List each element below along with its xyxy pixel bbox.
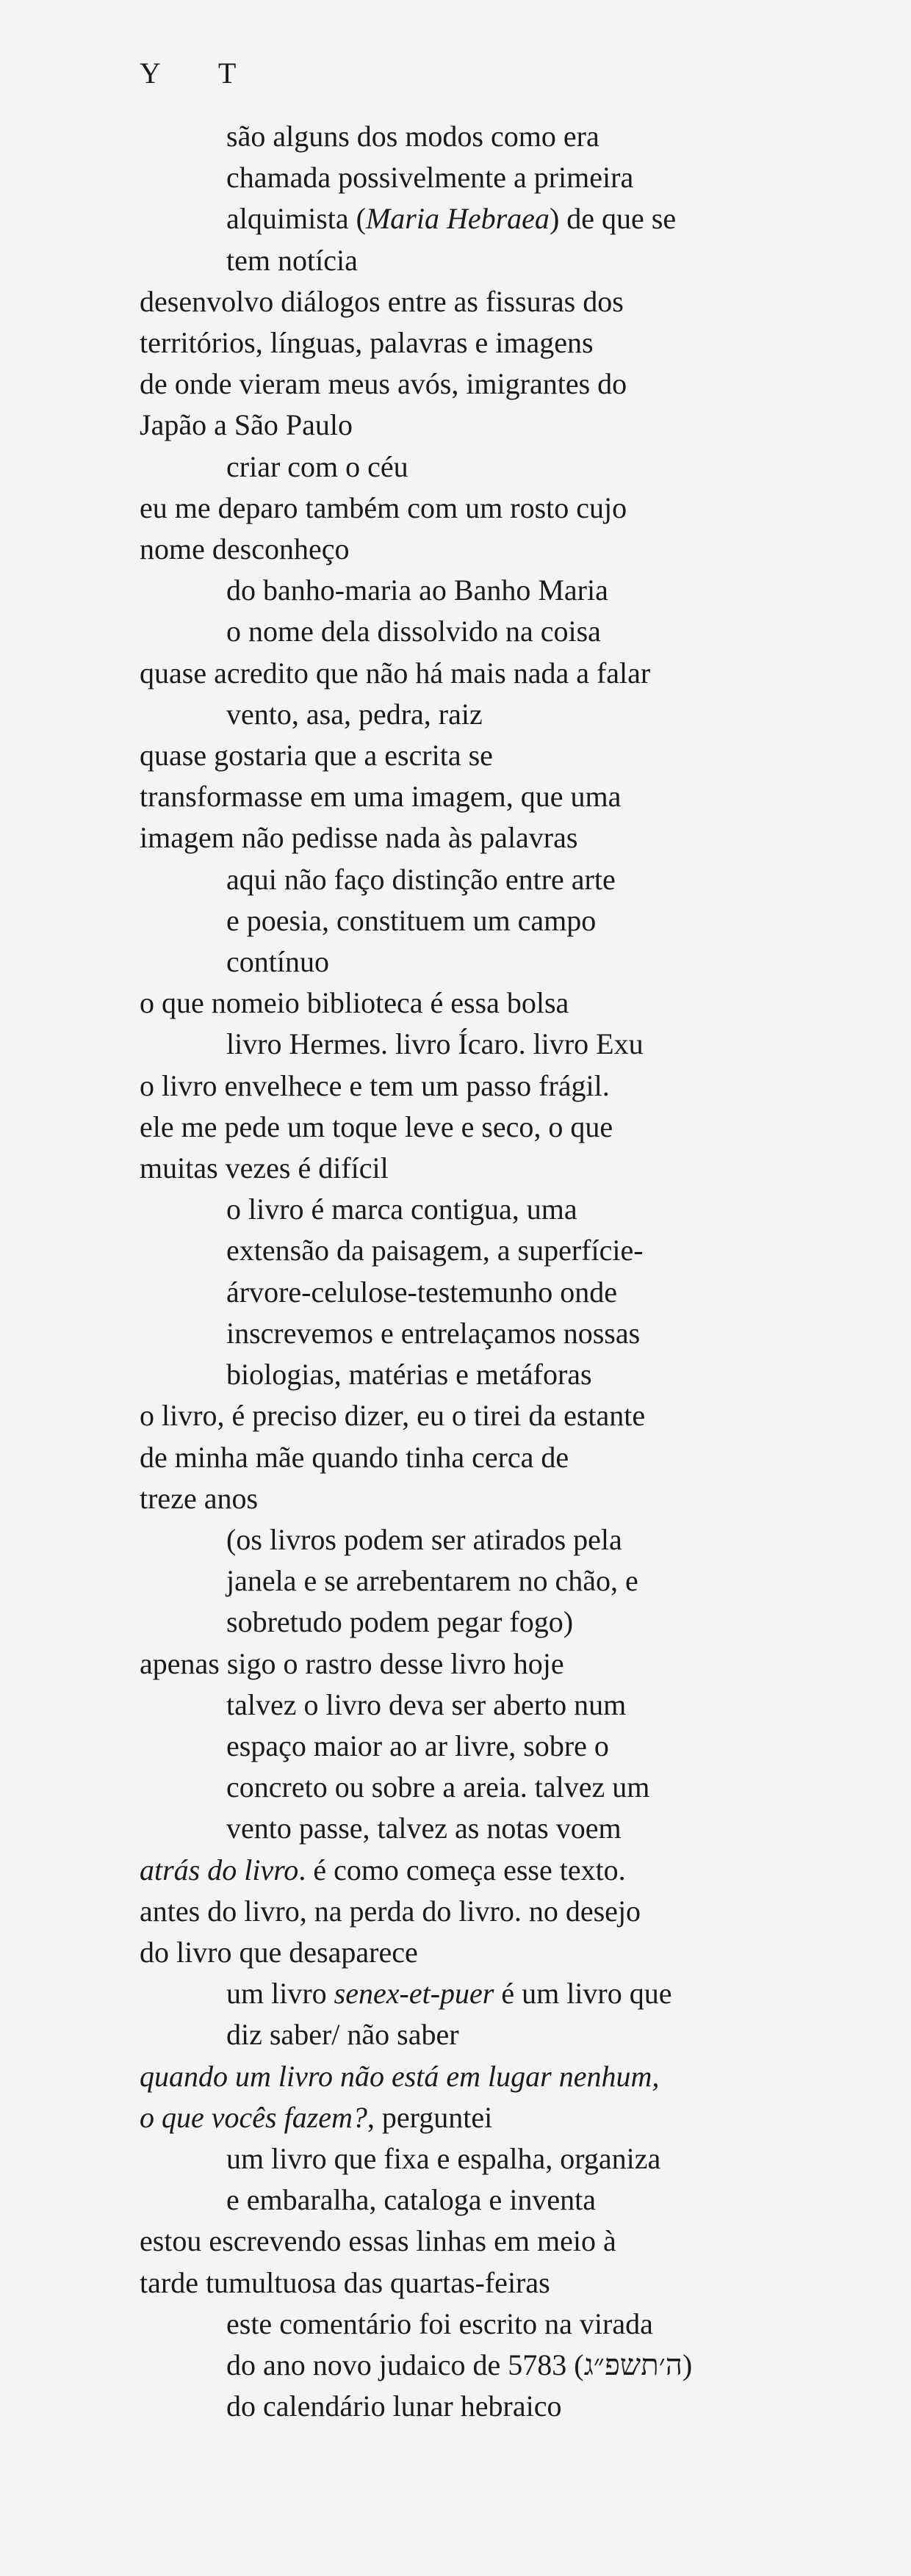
indented-verse-line [140,1354,801,1395]
line-text: desenvolvo diálogos entre as fissuras dos [140,284,624,318]
verse-line [140,363,801,405]
line-text: . é como começa esse texto. [298,1853,626,1886]
italic-text: atrás do livro [140,1853,299,1886]
line-text: territórios, línguas, palavras e imagens [140,326,594,360]
line-text: quase gostaria que a escrita se [140,739,493,773]
line-text: de minha mãe quando tinha cerca de [140,1440,569,1474]
verse-line [140,405,801,446]
line-text: tem notícia [226,243,358,277]
indented-verse-line [140,570,801,611]
indented-verse-line [140,1313,801,1354]
line-text: é um livro que [494,1977,672,2011]
running-head-right: T [217,57,237,90]
indented-verse-line [140,1808,801,1849]
verse-line [140,1643,801,1685]
line-text: (os livros podem ser atirados pela [226,1522,622,1556]
line-text: eu me deparo também com um rosto cujo [140,491,627,524]
verse-line [140,1850,801,1891]
verse-line [140,1478,801,1519]
running-head [140,53,293,94]
indented-verse-line [140,859,801,900]
line-text: estou escrevendo essas linhas em meio à [140,2224,616,2258]
verse-line [140,1148,801,1189]
line-text: Japão a São Paulo [140,408,353,442]
indented-verse-line [140,941,801,983]
line-text: este comentário foi escrito na virada [226,2307,653,2340]
verse-line [140,2056,801,2097]
verse-line [140,529,801,570]
line-text: quase acredito que não há mais nada a falar [140,656,651,690]
indented-verse-line [140,1726,801,1767]
verse-line [140,1437,801,1478]
indented-verse-line [140,1272,801,1313]
indented-verse-line [140,1230,801,1271]
line-text: livro Hermes. livro Ícaro. livro Exu [226,1027,644,1061]
line-text: o nome dela dissolvido na coisa [226,615,601,648]
line-text: o que nomeio biblioteca é essa bolsa [140,986,569,1020]
verse-line [140,488,801,529]
verse-line [140,281,801,322]
line-text: o livro é marca contigua, uma [226,1193,577,1226]
line-text: sobretudo podem pegar fogo) [226,1605,574,1639]
verse-line [140,653,801,694]
line-text: extensão da paisagem, a superfície- [226,1234,644,1267]
line-text: chamada possivelmente a primeira [226,161,634,195]
line-text: transformasse em uma imagem, que uma [140,780,622,814]
line-text: antes do livro, na perda do livro. no desejo [140,1894,641,1928]
line-text: alquimista ( [226,202,366,236]
indented-verse-line [140,1685,801,1726]
line-text: um livro [226,1977,334,2011]
indented-verse-line [140,2014,801,2055]
poem-body [140,116,801,2427]
line-text: concreto ou sobre a areia. talvez um [226,1770,650,1804]
indented-verse-line [140,2345,801,2386]
verse-line [140,817,801,858]
line-text: talvez o livro deva ser aberto num [226,1687,627,1721]
verse-line [140,1891,801,1932]
verse-line [140,983,801,1024]
line-text: do banho-maria ao Banho Maria [226,574,608,607]
line-text: muitas vezes é difícil [140,1151,389,1185]
line-text: e poesia, constituem um campo [226,903,597,937]
verse-line [140,1066,801,1107]
line-text: diz saber/ não saber [226,2018,459,2052]
line-text: tarde tumultuosa das quartas-feiras [140,2265,550,2299]
line-text: do ano novo judaico de 5783 (ה׳תשפ״ג) [226,2348,693,2381]
line-text: aqui não faço distinção entre arte [226,862,616,896]
indented-verse-line [140,2386,801,2427]
verse-line [140,1107,801,1148]
running-head-left: Y [140,57,161,90]
verse-line [140,1932,801,1973]
line-text: criar com o céu [226,449,408,483]
line-text: do livro que desaparece [140,1935,418,1969]
line-text: nome desconheço [140,532,350,566]
indented-verse-line [140,694,801,735]
indented-verse-line [140,611,801,652]
line-text: treze anos [140,1481,259,1515]
line-text: contínuo [226,945,329,979]
indented-verse-line [140,2304,801,2345]
line-text: do calendário lunar hebraico [226,2389,562,2423]
verse-line [140,322,801,363]
indented-verse-line [140,116,801,157]
indented-verse-line [140,1973,801,2014]
indented-verse-line [140,900,801,941]
line-text: ) de que se [549,202,677,236]
indented-verse-line [140,446,801,488]
italic-text: Maria Hebraea [365,202,550,236]
italic-text: senex-et-puer [334,1977,494,2011]
verse-line [140,2097,801,2138]
line-text: janela e se arrebentarem no chão, e [226,1564,638,1598]
indented-verse-line [140,240,801,281]
verse-line [140,776,801,817]
indented-verse-line [140,2138,801,2179]
indented-verse-line [140,1519,801,1560]
line-text: inscrevemos e entrelaçamos nossas [226,1316,641,1350]
indented-verse-line [140,198,801,239]
verse-line [140,2262,801,2304]
line-text: apenas sigo o rastro desse livro hoje [140,1646,564,1680]
line-text: e embaralha, cataloga e inventa [226,2183,597,2217]
italic-text: quando um livro não está em lugar nenhum, [140,2059,660,2093]
indented-verse-line [140,1602,801,1643]
line-text: vento passe, talvez as notas voem [226,1812,622,1845]
line-text: de onde vieram meus avós, imigrantes do [140,367,627,401]
line-text: o livro, é preciso dizer, eu o tirei da estante [140,1399,646,1433]
line-text: imagem não pedisse nada às palavras [140,821,578,855]
line-text: árvore-celulose-testemunho onde [226,1275,618,1309]
indented-verse-line [140,157,801,198]
line-text: espaço maior ao ar livre, sobre o [226,1729,609,1762]
indented-verse-line [140,1560,801,1602]
line-text: , perguntei [367,2100,493,2134]
line-text: o livro envelhece e tem um passo frágil. [140,1068,610,1102]
verse-line [140,735,801,776]
line-text: um livro que fixa e espalha, organiza [226,2141,661,2175]
indented-verse-line [140,2179,801,2221]
indented-verse-line [140,1024,801,1065]
italic-text: o que vocês fazem? [140,2100,367,2134]
line-text: vento, asa, pedra, raiz [226,697,483,731]
line-text: são alguns dos modos como era [226,120,599,153]
line-text: biologias, matérias e metáforas [226,1358,592,1392]
verse-line [140,1395,801,1436]
verse-line [140,2221,801,2262]
line-text: ele me pede um toque leve e seco, o que [140,1110,613,1143]
indented-verse-line [140,1767,801,1808]
indented-verse-line [140,1189,801,1230]
